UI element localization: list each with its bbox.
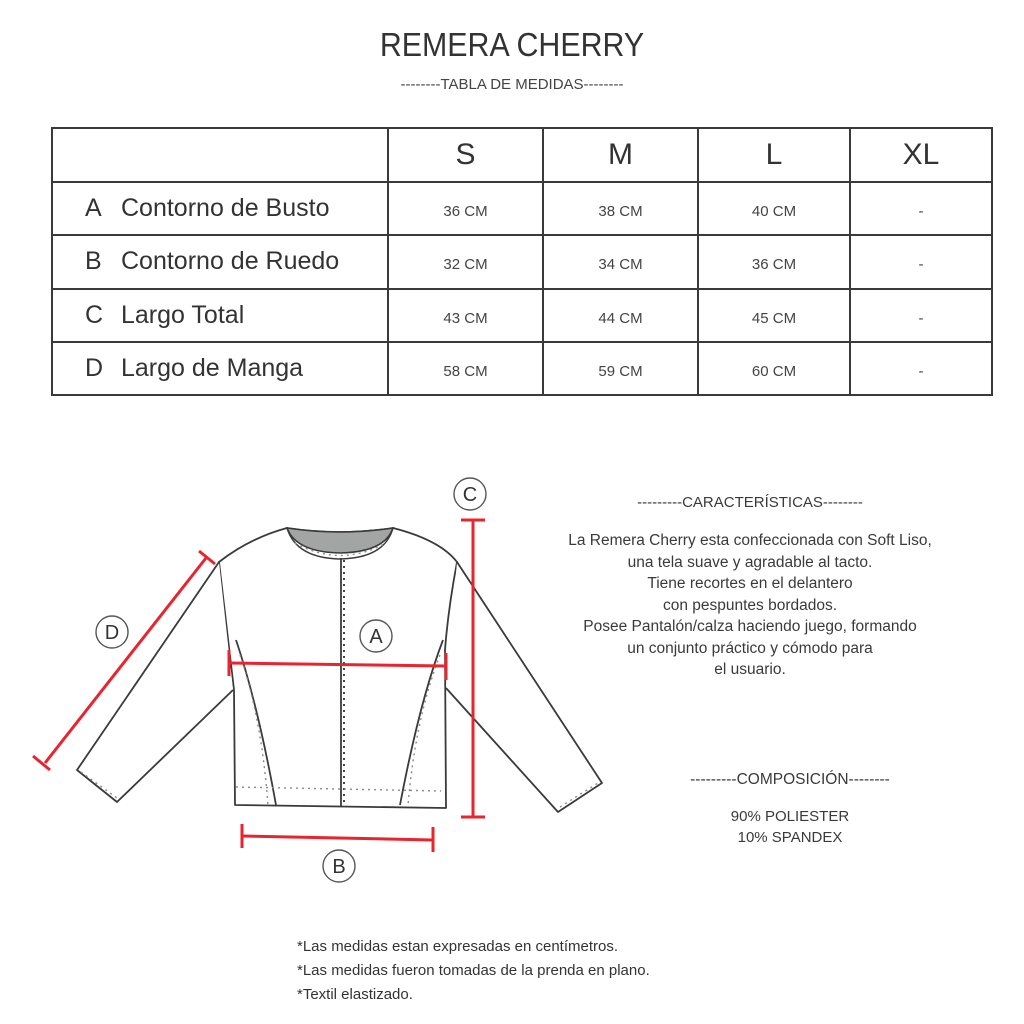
cell-value: 60 CM [698,342,850,395]
row-label [52,289,388,342]
composition-body [640,806,940,848]
measure-b [242,824,433,852]
row-label [52,342,388,395]
cell-value: 43 CM [388,289,543,342]
footnotes [297,935,650,1007]
label-d: D [104,622,120,644]
label-d-marker [96,616,128,648]
column-header-s: S [388,128,543,182]
table-row [52,289,992,342]
table-row [52,235,992,288]
cell-value: 40 CM [698,182,850,235]
cell-value: 58 CM [388,342,543,395]
cell-value: - [850,342,992,395]
row-label [52,182,388,235]
size-table [51,127,993,396]
garment-body [219,528,457,808]
row-label [52,235,388,288]
column-header-blank [52,128,388,182]
page-title: REMERA CHERRY [379,26,645,63]
composition-line: 10% SPANDEX [737,829,843,846]
table-row [52,182,992,235]
cell-value: - [850,182,992,235]
composition-line: 90% POLIESTER [730,808,850,825]
table-row [52,342,992,395]
characteristics-title: ---------CARACTERÍSTICAS-------- [637,494,863,511]
column-header-l: L [698,128,850,182]
column-header-m: M [543,128,698,182]
row-letter: C [85,300,104,329]
footnote: *Textil elastizado. [297,986,413,1003]
label-b-marker [323,850,355,882]
cell-value: 38 CM [543,182,698,235]
characteristics-line: Tiene recortes en el delantero [647,575,853,592]
cell-value: 45 CM [698,289,850,342]
row-name: Contorno de Busto [121,194,330,223]
page-subtitle: --------TABLA DE MEDIDAS-------- [400,76,624,93]
row-name: Largo Total [121,300,245,329]
cell-value: 44 CM [543,289,698,342]
left-sleeve [77,562,233,802]
characteristics-line: un conjunto práctico y cómodo para [627,639,873,657]
row-name: Contorno de Ruedo [121,247,340,276]
characteristics-line: con pespuntes bordados. [662,596,838,614]
characteristics-body [520,530,980,681]
cell-value: 36 CM [388,182,543,235]
characteristics-line: una tela suave y agradable al tacto. [627,553,873,571]
size-table-header [52,128,992,182]
footnote: *Las medidas estan expresadas en centímetros. [297,938,619,955]
characteristics-line: La Remera Cherry esta confeccionada con Soft Liso, [568,532,932,549]
footnote: *Las medidas fueron tomadas de la prenda en plano. [297,962,650,979]
row-letter: D [85,353,104,382]
cell-value: 32 CM [388,235,543,288]
cell-value: - [850,235,992,288]
composition-title: ---------COMPOSICIÓN-------- [690,771,890,788]
label-a: A [369,626,383,648]
characteristics-line: Posee Pantalón/calza haciendo juego, formando [583,618,917,635]
column-header-xl: XL [850,128,992,182]
cell-value: - [850,289,992,342]
label-c-marker [454,478,486,510]
characteristics-line: el usuario. [714,661,786,678]
row-letter: B [85,247,102,276]
label-b: B [332,856,346,878]
label-c: C [462,484,478,506]
cell-value: 59 CM [543,342,698,395]
label-a-marker [360,620,392,652]
cell-value: 34 CM [543,235,698,288]
row-name: Largo de Manga [121,353,304,382]
cell-value: 36 CM [698,235,850,288]
row-letter: A [85,194,102,223]
